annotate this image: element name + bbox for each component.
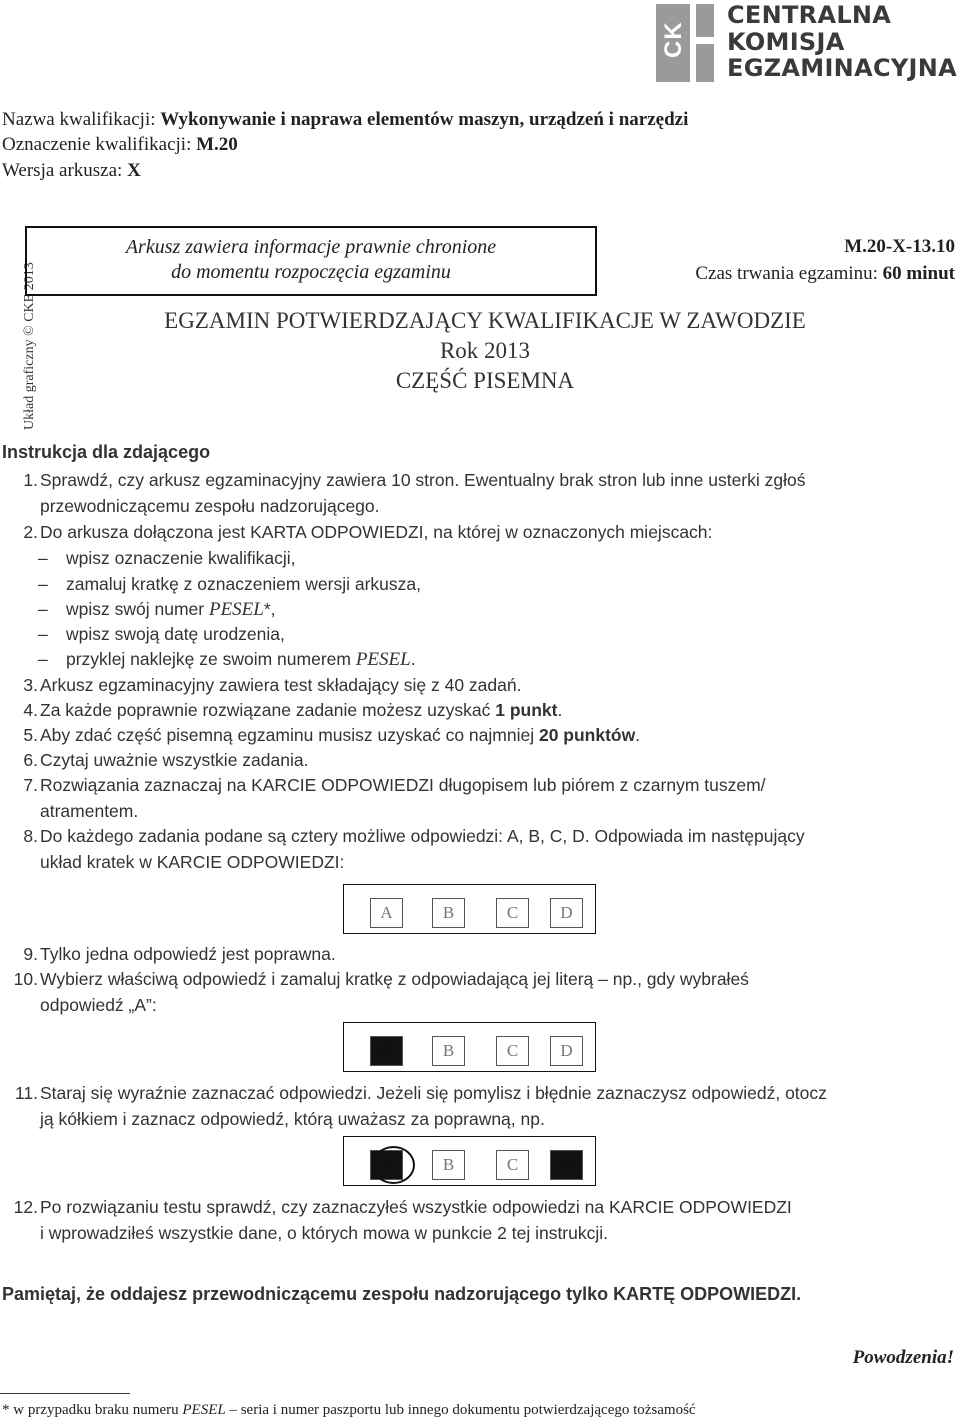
item-text-cont: i wprowadziłeś wszystkie dane, o których mowa w punkcie 2 tej instrukcji. <box>40 1223 608 1243</box>
sub-item <box>38 646 416 673</box>
instruction-item-7 <box>2 772 954 824</box>
pesel-term: PESEL <box>208 599 264 620</box>
duration-value: 60 minut <box>882 263 955 284</box>
footnote-text: * w przypadku braku numeru <box>2 1402 183 1418</box>
item-text: Arkusz egzaminacyjny zawiera test składający się z 40 zadań. <box>40 675 522 695</box>
answer-cell-b: B <box>432 1150 465 1180</box>
item-text: . <box>635 725 641 745</box>
answer-cell-b: B <box>432 1036 465 1066</box>
exam-title <box>90 306 880 396</box>
logo-line: KOMISJA <box>727 27 845 56</box>
sub-item-text: wpisz swoją datę urodzenia, <box>66 624 285 644</box>
sub-item <box>38 545 296 571</box>
item-text: . <box>557 700 563 720</box>
item-number: 10. <box>13 969 38 989</box>
answer-cell-d: D <box>550 1036 583 1066</box>
item-number: 3. <box>23 675 38 695</box>
item-number: 12. <box>13 1197 38 1217</box>
reminder-note: Pamiętaj, że oddajesz przewodniczącemu zespołu nadzorującego tylko KARTĘ ODPOWIEDZI. <box>2 1284 802 1304</box>
correction-circle <box>372 1146 415 1184</box>
answer-cell-a-filled: A <box>370 1150 403 1180</box>
item-text-cont: odpowiedź „A”: <box>40 995 157 1015</box>
duration-label: Czas trwania egzaminu: <box>695 263 883 284</box>
item-text: Po rozwiązaniu testu sprawdź, czy zaznaczyłeś wszystkie odpowiedzi na KARCIE ODPOWIEDZI <box>40 1197 792 1217</box>
item-text-cont: przewodniczącemu zespołu nadzorującego. <box>40 496 380 516</box>
item-text: Tylko jedna odpowiedź jest poprawna. <box>40 944 336 964</box>
sub-item-text: . <box>410 649 416 669</box>
logo-line: CENTRALNA <box>727 1 892 29</box>
instruction-item-11 <box>2 1080 954 1132</box>
item-number: 5. <box>23 725 38 745</box>
item-number: 6. <box>23 750 38 770</box>
item-number: 1. <box>23 470 38 490</box>
sub-item-text: wpisz oznaczenie kwalifikacji, <box>66 548 296 568</box>
item-number: 2. <box>23 522 38 542</box>
sheet-version-value: X <box>127 160 141 181</box>
cke-logo-text <box>727 2 957 82</box>
sub-item-text: przyklej naklejkę ze swoim numerem <box>66 649 356 669</box>
instructions-heading: Instrukcja dla zdającego <box>2 442 211 462</box>
notice-line: do momentu rozpoczęcia egzaminu <box>171 261 451 283</box>
dash-bullet: – <box>38 599 48 619</box>
instruction-item-3 <box>2 672 954 698</box>
exam-duration <box>695 260 955 287</box>
qualification-code <box>2 132 238 158</box>
item-text: Staraj się wyraźnie zaznaczać odpowiedzi. Jeżeli się pomylisz i błędnie zaznaczysz odpowiedź, otocz <box>40 1083 827 1103</box>
sub-item <box>38 596 276 623</box>
sheet-version-label: Wersja arkusza: <box>2 160 128 181</box>
title-year: Rok 2013 <box>439 338 531 363</box>
dash-bullet: – <box>38 649 48 669</box>
dash-bullet: – <box>38 624 48 644</box>
qualification-name <box>2 107 688 133</box>
dash-bullet: – <box>38 548 48 568</box>
exam-code: M.20-X-13.10 <box>844 236 955 257</box>
qualification-value: Wykonywanie i naprawa elementów maszyn, urządzeń i narzędzi <box>160 109 689 130</box>
answer-cell-d-filled: D <box>550 1150 583 1180</box>
answer-cell-a: A <box>370 898 403 928</box>
qualification-code-label: Oznaczenie kwalifikacji: <box>2 134 197 155</box>
answer-cell-d: D <box>550 898 583 928</box>
footnote <box>2 1402 696 1419</box>
item-number: 8. <box>23 826 38 846</box>
item-number: 11. <box>14 1083 38 1103</box>
instruction-item-1 <box>2 467 954 519</box>
title-part: CZĘŚĆ PISEMNA <box>395 368 575 393</box>
instruction-item-4 <box>2 697 954 723</box>
title-line: EGZAMIN POTWIERDZAJĄCY KWALIFIKACJE W ZAWODZIE <box>164 308 806 333</box>
answer-cell-c: C <box>496 898 529 928</box>
answer-cell-a-filled: A <box>370 1036 403 1066</box>
item-text: Czytaj uważnie wszystkie zadania. <box>40 750 309 770</box>
item-number: 7. <box>23 775 38 795</box>
item-text-cont: układ kratek w KARCIE ODPOWIEDZI: <box>40 852 345 872</box>
answer-cell-c: C <box>496 1150 529 1180</box>
logo-ck-text: CK <box>660 21 687 58</box>
item-text: Do arkusza dołączona jest KARTA ODPOWIEDZI, na której w oznaczonych miejscach: <box>40 522 713 542</box>
instruction-item-6 <box>2 747 954 773</box>
sub-item <box>38 571 421 597</box>
pesel-term: PESEL <box>355 649 411 670</box>
sub-item-text: *, <box>263 599 276 619</box>
dash-bullet: – <box>38 574 48 594</box>
side-copyright <box>0 242 37 430</box>
logo-line: EGZAMINACYJNA <box>727 54 958 82</box>
answer-grid-example-corrected <box>343 1136 596 1186</box>
exam-code-block <box>695 233 955 287</box>
qualification-code-value: M.20 <box>196 134 238 155</box>
item-text: Do każdego zadania podane są cztery możliwe odpowiedzi: A, B, C, D. Odpowiada im następujący <box>40 826 805 846</box>
pesel-term: PESEL <box>182 1402 226 1418</box>
item-text: Rozwiązania zaznaczaj na KARCIE ODPOWIEDZI długopisem lub piórem z czarnym tuszem/ <box>40 775 766 795</box>
notice-line: Arkusz zawiera informacje prawnie chronione <box>125 236 497 258</box>
sub-item <box>38 621 285 647</box>
instruction-item-5 <box>2 722 954 748</box>
cke-logo-mark <box>656 4 714 82</box>
qualification-label: Nazwa kwalifikacji: <box>2 109 161 130</box>
item-text: Wybierz właściwą odpowiedź i zamaluj kratkę z odpowiadającą jej literą – np., gdy wybrałeś <box>40 969 749 989</box>
confidential-notice-box <box>25 226 597 296</box>
footnote-separator <box>0 1393 130 1394</box>
answer-cell-b: B <box>432 898 465 928</box>
item-text-cont: atramentem. <box>40 801 139 821</box>
item-number: 9. <box>23 944 38 964</box>
footnote-text: – seria i numer paszportu lub innego dokumentu potwierdzającego tożsamość <box>225 1402 696 1418</box>
answer-grid-example-marked <box>343 1022 596 1072</box>
item-text: Aby zdać część pisemną egzaminu musisz uzyskać co najmniej <box>40 725 539 745</box>
instruction-item-8 <box>2 823 954 875</box>
side-copyright-text: Układ graficzny © CKE 2013 <box>22 262 37 430</box>
closing-wish: Powodzenia! <box>852 1347 954 1368</box>
answer-grid-example-empty <box>343 884 596 934</box>
item-emphasis: 20 punktów <box>538 725 636 745</box>
item-text-cont: ją kółkiem i zaznacz odpowiedź, którą uważasz za poprawną, np. <box>40 1109 545 1129</box>
instruction-item-12 <box>2 1194 954 1246</box>
logo-bar <box>696 37 714 44</box>
sub-item-text: wpisz swój numer <box>66 599 209 619</box>
item-emphasis: 1 punkt <box>495 700 558 720</box>
instruction-item-10 <box>2 966 954 1018</box>
sheet-version <box>2 158 141 184</box>
item-text: Za każde poprawnie rozwiązane zadanie możesz uzyskać <box>40 700 496 720</box>
instruction-item-2 <box>2 519 954 545</box>
sub-item-text: zamaluj kratkę z oznaczeniem wersji arkusza, <box>66 574 421 594</box>
instruction-item-9 <box>2 941 954 967</box>
item-number: 4. <box>23 700 38 720</box>
answer-cell-c: C <box>496 1036 529 1066</box>
item-text: Sprawdź, czy arkusz egzaminacyjny zawiera 10 stron. Ewentualny brak stron lub inne usterki zgłoś <box>40 470 806 490</box>
